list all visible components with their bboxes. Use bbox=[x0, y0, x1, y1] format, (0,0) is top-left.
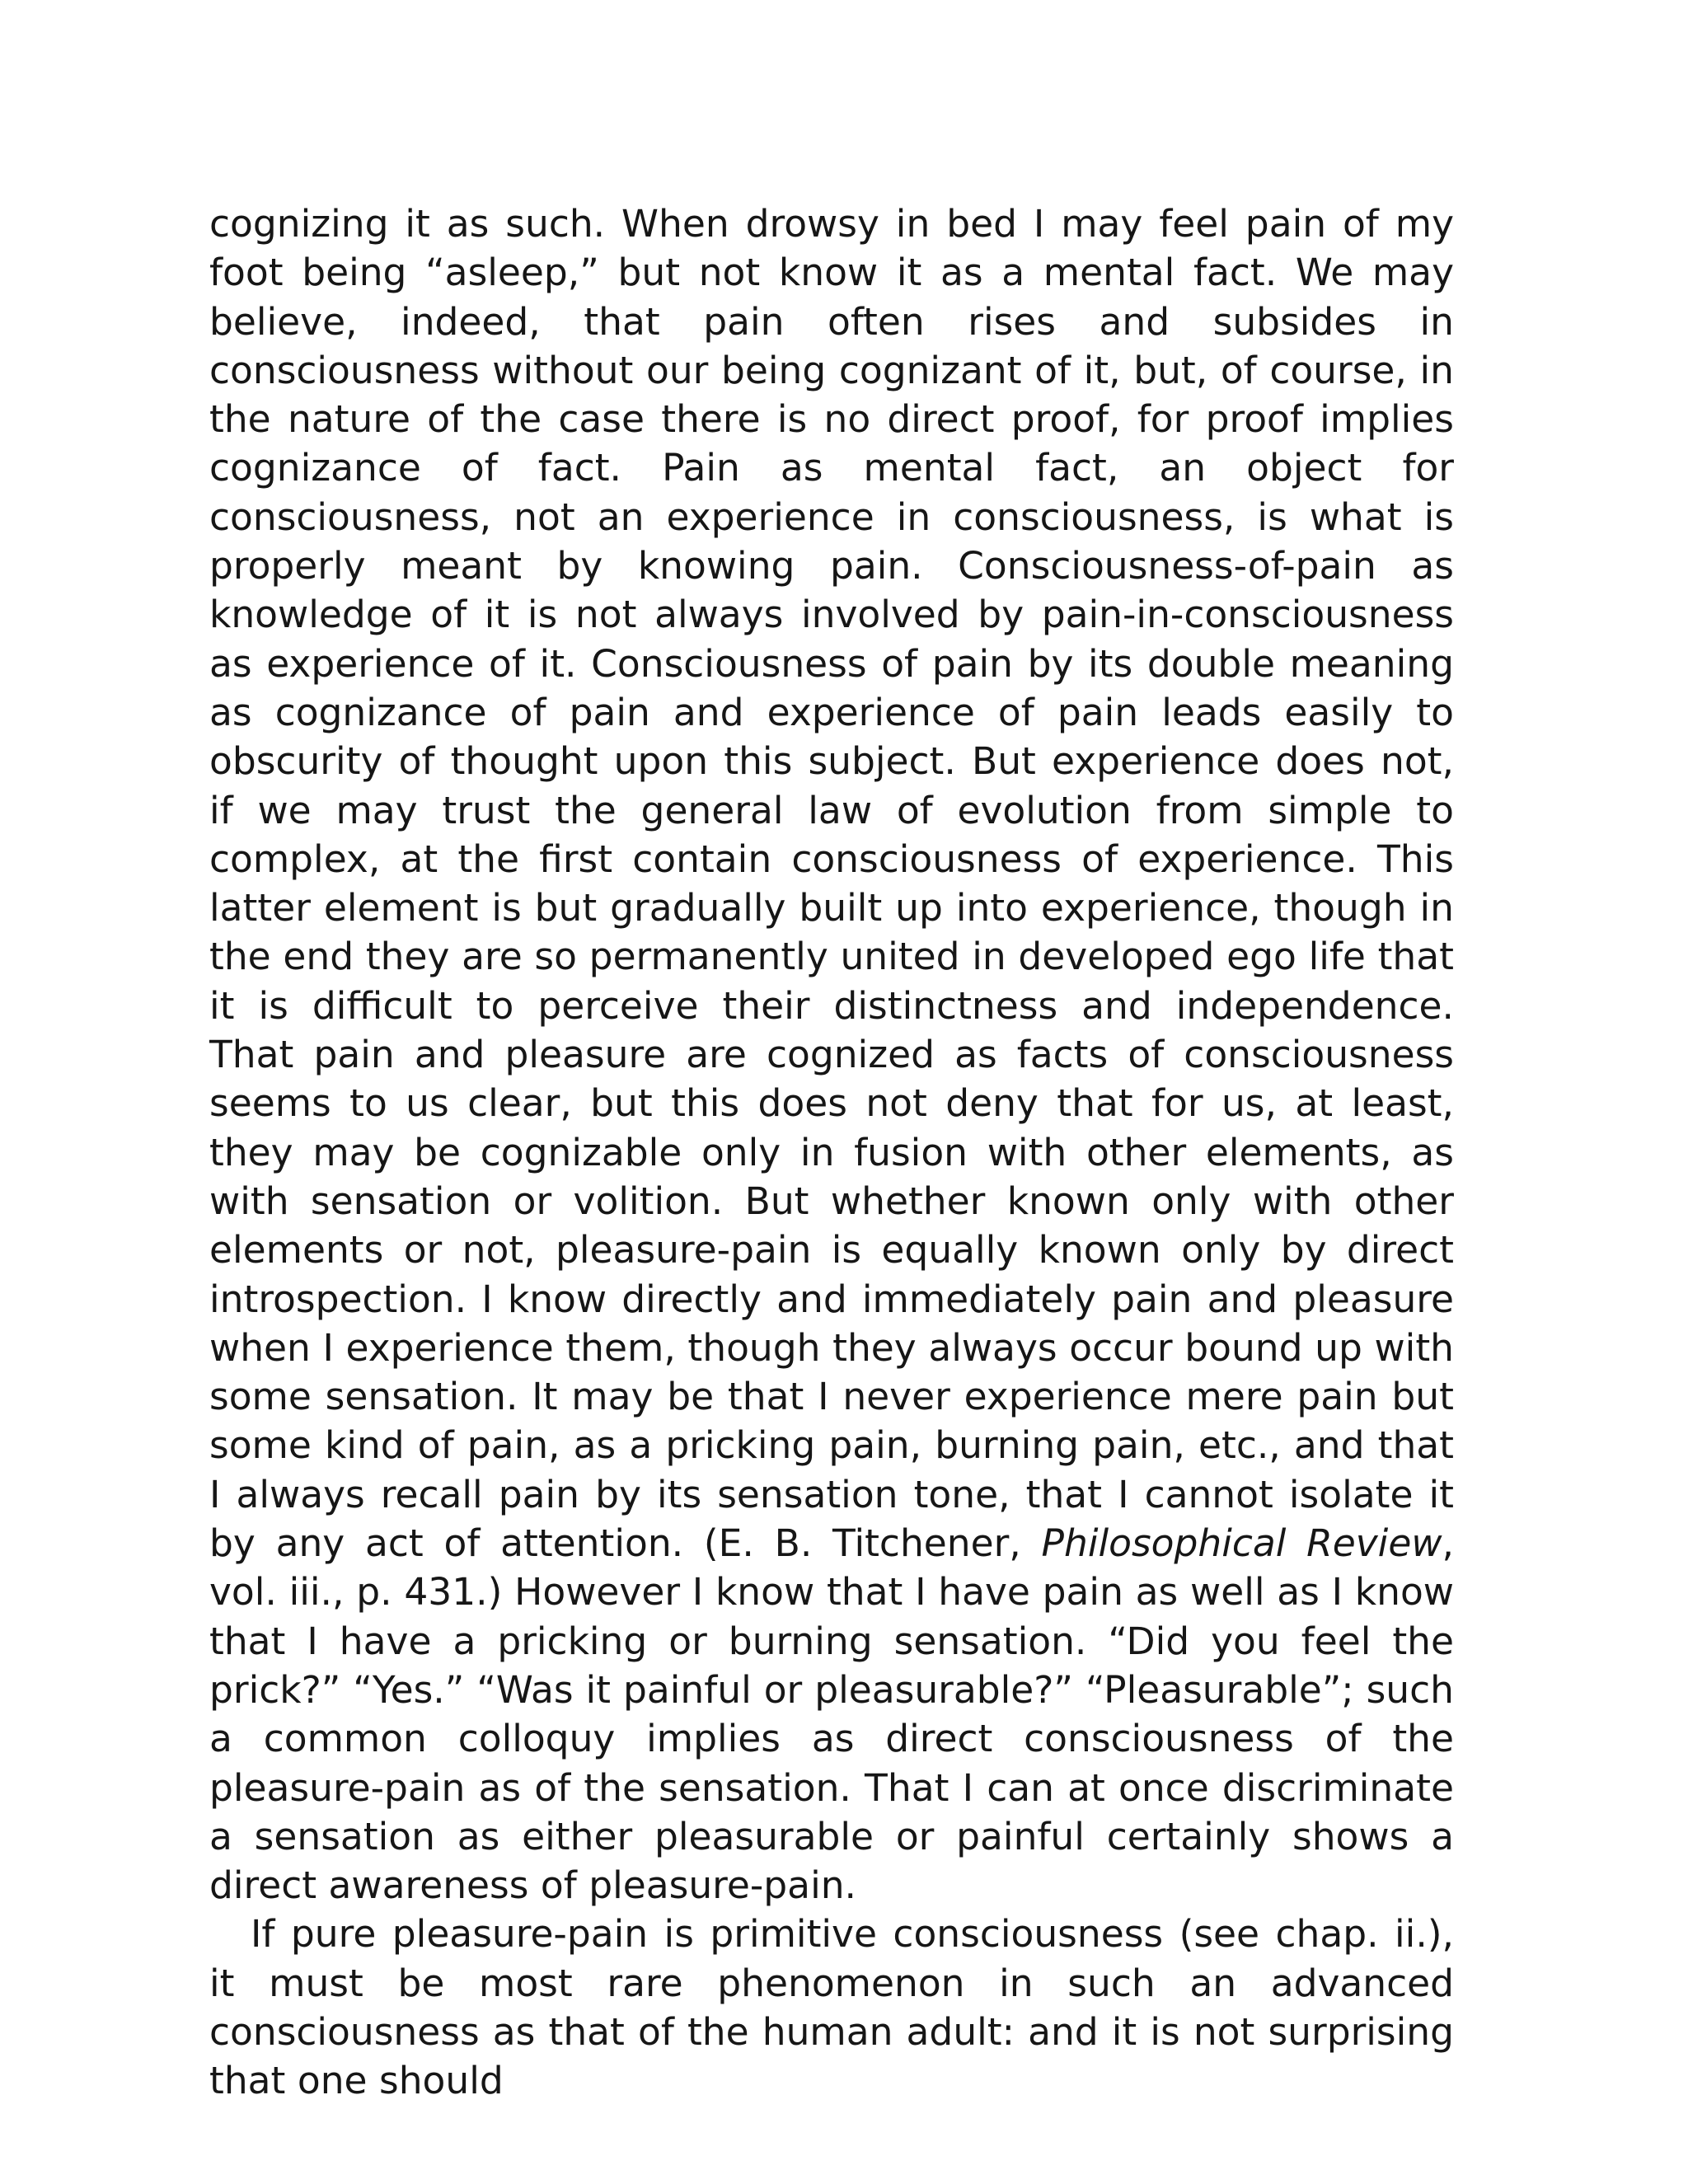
paragraph-2 bbox=[209, 1910, 1454, 2105]
paragraph-2-text: If pure pleasure-pain is primitive consciousness (see chap. ii.), it must be most rare phenomenon in such an advanced consciousness as that of the human adult: and it is not surprising that one should bbox=[209, 1912, 1454, 2103]
journal-title: Philosophical Review bbox=[1041, 1521, 1442, 1566]
paragraph-1-text-a: cognizing it as such. When drowsy in bed I may feel pain of my foot being “asleep,” but not know it as a mental fact. We may believe, indeed, that pain often rises and subsides in consciousness without our being cognizant of it, but, of course, in the nature of the case there is no direct proof, for proof implies cognizance of fact. Pain as mental fact, an object for consciousness, not an experience in consciousness, is what is properly meant by knowing pain. Consciousness-of-pain as knowledge of it is not always involved by pain-in-consciousness as experience of it. Consciousness of pain by its double meaning as cognizance of pain and experience of pain leads easily to obscurity of thought upon this subject. But experience does not, if we may trust the general law of evolution from simple to complex, at the first contain consciousness of experience. This latter element is but gradually built up into experience, though in the end they are so permanently united in developed ego life that it is difficult to perceive their distinctness and independence. That pain and pleasure are cognized as facts of consciousness seems to us clear, but this does not deny that for us, at least, they may be cognizable only in fusion with other elements, as with sensation or volition. But whether known only with other elements or not, pleasure-pain is equally known only by direct introspection. I know directly and immediately pain and pleasure when I experience them, though they always occur bound up with some sensation. It may be that I never experience mere pain but some kind of pain, as a pricking pain, burning pain, etc., and that I always recall pain by its sensation tone, that I cannot isolate it by any act of attention. (E. B. Titchener, bbox=[209, 202, 1454, 1566]
paragraph-1 bbox=[209, 199, 1454, 1910]
body-text bbox=[209, 199, 1454, 2106]
paragraph-1-text-b: , vol. iii., p. 431.) However I know that I have pain as well as I know that I have a pricking or burning sensation. “Did you feel the prick?” “Yes.” “Was it painful or pleasurable?” “Pleasurable”; such a common colloquy implies as direct consciousness of the pleasure-pain as of the sensation. That I can at once discriminate a sensation as either pleasurable or painful certainly shows a direct awareness of pleasure-pain. bbox=[209, 1521, 1454, 1908]
